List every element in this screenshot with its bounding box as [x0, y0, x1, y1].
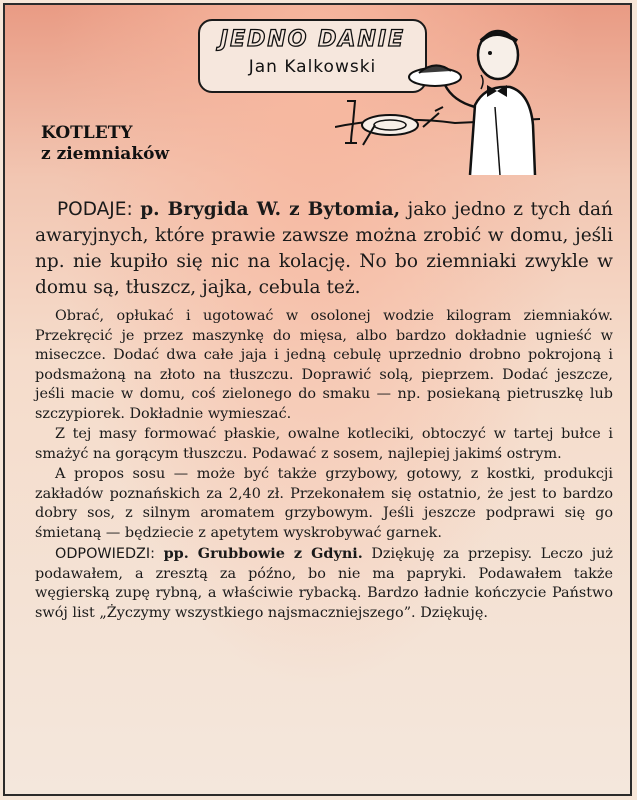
recipe-title: KOTLETY	[41, 123, 133, 143]
recipe-paragraph: A propos sosu — może być także grzybowy, gotowy, z kostki, produkcji zakładów poznańskich za 2,40 zł. Przekonałem się ostatnio, że jest to bardzo dobry sos, z silnym aromatem grzybowym. Jeśli jeszcze podprawi się go śmietaną — będziecie z apetytem wyskrobywać garnek.	[35, 466, 613, 541]
column-author: Jan Kalkowski	[248, 57, 377, 77]
article-frame	[3, 3, 632, 796]
recipe-heading	[41, 123, 169, 165]
recipe-paragraph: Obrać, opłukać i ugotować w osolonej wodzie kilogram ziemniaków. Przekręcić je przez maszynkę do mięsa, albo bardzo dokładnie ugnieść w miseczce. Dodać dwa całe jaja i jedną cebulę uprzednio drobno pokrojoną i podsmażoną na złoto na tłuszczu. Doprawić solą, pieprzem. Dodać jeszcze, jeśli macie w domu, coś zielonego do smaku — np. posiekaną pietruszkę lub szczypiorek. Dokładnie wymieszać.	[35, 308, 613, 422]
answers-label: ODPOWIEDZI:	[55, 546, 156, 562]
column-series-title: JEDNO DANIE	[219, 27, 406, 52]
lead-sender: p. Brygida W. z Bytomia,	[140, 199, 401, 220]
lead-label: PODAJE:	[57, 199, 133, 220]
answers-sender: pp. Grubbowie z Gdyni.	[163, 545, 363, 562]
answers-paragraph	[35, 544, 613, 623]
lead-text: jako jedno z tych dań awaryjnych, które prawie zawsze można zrobić w domu, jeśli np. nie kupiło się nic na kolację. No bo ziemniaki zwykle w domu są, tłuszcz, jajka, cebula też.	[35, 199, 613, 298]
recipe-paragraph: Z tej masy formować płaskie, owalne kotleciki, obtoczyć w tartej bułce i smażyć na gorącym tłuszczu. Podawać z sosem, najlepiej jakimś ostrym.	[35, 426, 613, 462]
recipe-subtitle: z ziemniaków	[41, 144, 170, 164]
answers-text: Dziękuję za przepisy. Leczo już podawałem, a zresztą za późno, bo nie ma papryki. Podawałem także węgierską zupę rybną, a właściwie rybacką. Bardzo ładnie kończycie Państwo swój list „Życzymy wszystkiego najsmaczniejszego”. Dziękuję.	[35, 546, 614, 621]
lead-paragraph	[35, 197, 613, 301]
diner-illustration	[335, 15, 540, 175]
article-body	[35, 197, 613, 624]
